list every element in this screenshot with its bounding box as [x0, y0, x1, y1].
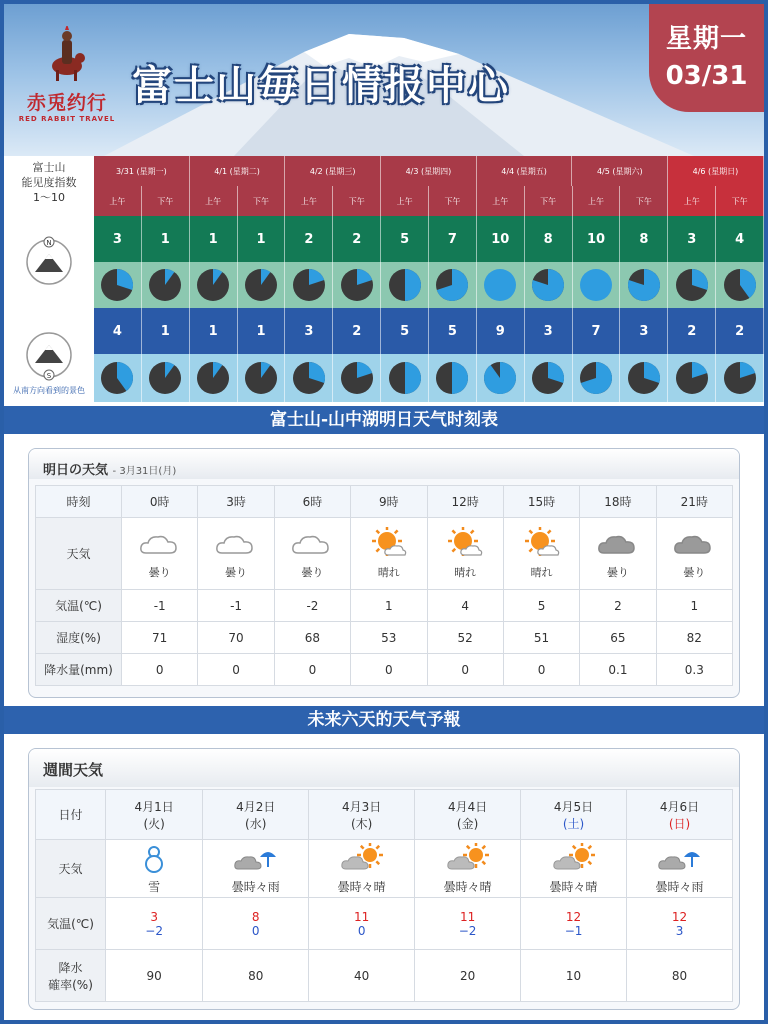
visibility-pie — [243, 267, 279, 303]
weather-label: 曇り — [148, 566, 171, 579]
weekly-high: 3 — [150, 909, 158, 924]
south-pie-cell — [620, 354, 668, 402]
hour-cell: 21時 — [656, 486, 732, 518]
precip-row — [36, 654, 733, 686]
weekly-panel — [28, 748, 740, 1010]
south-pie-cell — [477, 354, 525, 402]
north-value: 5 — [381, 216, 429, 262]
south-value: 5 — [381, 308, 429, 354]
weekly-weather-cell — [627, 840, 733, 898]
tomorrow-section-title: 富士山-山中湖明日天气时刻表 — [4, 406, 764, 434]
south-pie-cell — [429, 354, 477, 402]
weekly-weather-label: 雪 — [148, 879, 161, 894]
row-label-weekly-weather: 天気 — [36, 840, 106, 898]
weekly-dow: (木) — [350, 816, 373, 831]
precip-cell: 0 — [503, 654, 579, 686]
north-pie-cell — [573, 262, 621, 308]
rain-label-1: 降水 — [58, 960, 83, 975]
weekly-high: 11 — [459, 909, 476, 924]
south-pie-cell — [285, 354, 333, 402]
am-label: 上午 — [190, 186, 238, 216]
hour-cell: 15時 — [503, 486, 579, 518]
weekly-weather-cell — [106, 840, 203, 898]
precip-cell: 0 — [274, 654, 350, 686]
north-value: 2 — [285, 216, 333, 262]
weekly-dow: (金) — [456, 816, 479, 831]
am-label: 上午 — [477, 186, 525, 216]
weekly-weather-label: 曇時々晴 — [549, 879, 598, 894]
weekly-date: 4月4日 — [447, 799, 488, 814]
humidity-cell: 68 — [274, 622, 350, 654]
north-pie-cell — [477, 262, 525, 308]
weekly-table — [35, 789, 733, 1002]
weather-cell — [427, 518, 503, 590]
visibility-pie — [626, 267, 662, 303]
pm-label: 下午 — [142, 186, 190, 216]
weekly-high: 12 — [671, 909, 688, 924]
red-rabbit-rider-icon — [47, 26, 87, 82]
weather-label: 曇り — [683, 566, 706, 579]
am-label: 上午 — [668, 186, 716, 216]
weekly-date: 4月6日 — [659, 799, 700, 814]
weekly-weather-cell — [521, 840, 627, 898]
weekly-temp-row — [36, 898, 733, 950]
precip-cell: 0 — [427, 654, 503, 686]
precip-cell: 0 — [351, 654, 427, 686]
brand-logo — [12, 26, 122, 123]
north-value: 1 — [190, 216, 238, 262]
weekly-date-cell — [309, 790, 415, 840]
north-pie-cell — [381, 262, 429, 308]
cloud-umbrella-icon — [234, 843, 278, 875]
weather-label: 曇り — [606, 566, 629, 579]
weekly-weather-cell — [203, 840, 309, 898]
weekly-date-cell — [521, 790, 627, 840]
day-header: 4/1 (星期二) — [190, 156, 286, 186]
south-value: 5 — [429, 308, 477, 354]
south-value: 2 — [333, 308, 381, 354]
header-banner — [4, 4, 764, 156]
hour-row — [36, 486, 733, 518]
weekly-temp-cell — [106, 898, 203, 950]
north-value: 10 — [477, 216, 525, 262]
am-label: 上午 — [285, 186, 333, 216]
cloud-sun-icon — [552, 843, 596, 875]
day-header: 4/2 (星期三) — [285, 156, 381, 186]
weekly-date-row — [36, 790, 733, 840]
weekly-dow: (日) — [668, 816, 691, 831]
weekly-high: 8 — [251, 909, 260, 924]
cloud-icon — [214, 527, 258, 559]
visibility-pie — [530, 360, 566, 396]
weekly-dow: (土) — [562, 816, 585, 831]
south-pie-row — [94, 354, 764, 402]
row-label-time: 時刻 — [36, 486, 122, 518]
visibility-pie — [339, 360, 375, 396]
south-value: 9 — [477, 308, 525, 354]
day-header: 4/6 (星期日) — [668, 156, 764, 186]
temp-cell: -1 — [198, 590, 274, 622]
brand-english: RED RABBIT TRAVEL — [18, 115, 116, 123]
north-compass — [4, 216, 94, 308]
visibility-pie — [147, 267, 183, 303]
north-pie-cell — [238, 262, 286, 308]
row-label-temp: 気温(℃) — [36, 590, 122, 622]
south-pie-cell — [333, 354, 381, 402]
weekly-weather-label: 曇時々晴 — [337, 879, 386, 894]
visibility-pie — [482, 360, 518, 396]
visibility-pie — [195, 360, 231, 396]
precip-cell: 0.1 — [580, 654, 656, 686]
am-label: 上午 — [573, 186, 621, 216]
weekly-temp-cell — [309, 898, 415, 950]
snowman-icon — [132, 843, 176, 875]
row-label-precip: 降水量(mm) — [36, 654, 122, 686]
weather-cell — [580, 518, 656, 590]
weekly-low: 0 — [251, 923, 260, 938]
row-label-date: 日付 — [36, 790, 106, 840]
hour-cell: 12時 — [427, 486, 503, 518]
weather-cell — [122, 518, 198, 590]
weekly-temp-cell — [627, 898, 733, 950]
visibility-pie — [674, 267, 710, 303]
tomorrow-panel-header — [29, 449, 739, 479]
pm-label: 下午 — [716, 186, 764, 216]
weekly-date-cell — [415, 790, 521, 840]
humidity-cell: 52 — [427, 622, 503, 654]
weekly-low: 0 — [357, 923, 366, 938]
south-pie-cell — [238, 354, 286, 402]
weekly-rain-cell: 80 — [627, 950, 733, 1002]
weekly-rain-cell: 10 — [521, 950, 627, 1002]
visibility-label — [4, 156, 94, 216]
north-value: 1 — [142, 216, 190, 262]
south-value: 1 — [142, 308, 190, 354]
row-label-weekly-temp: 気温(℃) — [36, 898, 106, 950]
south-pie-cell — [525, 354, 573, 402]
weekly-dow: (火) — [143, 816, 165, 831]
visibility-pie — [626, 360, 662, 396]
row-label-weather: 天気 — [36, 518, 122, 590]
cloud-icon — [290, 527, 334, 559]
north-pie-cell — [285, 262, 333, 308]
weather-label: 晴れ — [377, 566, 400, 579]
north-value: 4 — [716, 216, 764, 262]
south-value: 7 — [573, 308, 621, 354]
day-header: 4/3 (星期四) — [381, 156, 477, 186]
weekly-panel-title: 週間天気 — [29, 749, 739, 787]
south-value: 1 — [238, 308, 286, 354]
row-label-humidity: 湿度(%) — [36, 622, 122, 654]
south-compass-icon — [23, 329, 75, 381]
south-value: 2 — [716, 308, 764, 354]
weekly-weather-label: 曇時々晴 — [443, 879, 492, 894]
visibility-pie — [195, 267, 231, 303]
south-value: 2 — [668, 308, 716, 354]
weekly-rain-cell: 80 — [203, 950, 309, 1002]
weather-label: 晴れ — [530, 566, 553, 579]
visibility-pie — [291, 267, 327, 303]
visibility-pie — [674, 360, 710, 396]
page-frame — [4, 4, 764, 1020]
pm-label: 下午 — [525, 186, 573, 216]
weekly-weather-cell — [309, 840, 415, 898]
hour-cell: 3時 — [198, 486, 274, 518]
weather-row — [36, 518, 733, 590]
visibility-pie — [578, 267, 614, 303]
south-pie-cell — [381, 354, 429, 402]
hour-cell: 9時 — [351, 486, 427, 518]
weekly-date: 4月1日 — [134, 799, 174, 814]
weekly-temp-cell — [521, 898, 627, 950]
label-line-1: 富士山 — [32, 161, 66, 174]
humidity-row — [36, 622, 733, 654]
weekly-low: −1 — [564, 923, 583, 938]
pm-label: 下午 — [333, 186, 381, 216]
humidity-cell: 70 — [198, 622, 274, 654]
south-pie-cell — [668, 354, 716, 402]
weather-label: 曇り — [225, 566, 248, 579]
weekly-rain-cell: 90 — [106, 950, 203, 1002]
hourly-table — [35, 485, 733, 686]
south-caption: 从南方向看到的景色 — [13, 386, 85, 395]
north-pie-cell — [429, 262, 477, 308]
south-pie-cell — [142, 354, 190, 402]
svg-text:N: N — [46, 239, 52, 247]
visibility-pie — [99, 267, 135, 303]
visibility-pie — [243, 360, 279, 396]
visibility-pie — [99, 360, 135, 396]
label-line-2: 能见度指数 — [21, 176, 77, 189]
weekly-date-cell — [203, 790, 309, 840]
temp-cell: -1 — [122, 590, 198, 622]
south-pie-cell — [94, 354, 142, 402]
visibility-pie — [434, 267, 470, 303]
weather-label: 曇り — [301, 566, 324, 579]
hour-cell: 0時 — [122, 486, 198, 518]
weekly-rain-row — [36, 950, 733, 1002]
sun-cloud-icon — [367, 527, 411, 559]
sun-cloud-icon — [443, 527, 487, 559]
humidity-cell: 53 — [351, 622, 427, 654]
weekly-high: 12 — [565, 909, 582, 924]
page-title: 富士山毎日情报中心 — [132, 63, 510, 109]
weekly-weather-cell — [415, 840, 521, 898]
north-value: 1 — [238, 216, 286, 262]
weekly-dow: (水) — [245, 816, 267, 831]
pm-label: 下午 — [238, 186, 286, 216]
visibility-pie — [291, 360, 327, 396]
visibility-pie — [482, 267, 518, 303]
weather-cell — [503, 518, 579, 590]
brand-name: 赤兎约行 — [26, 92, 107, 114]
south-pie-cell — [716, 354, 764, 402]
north-pie-cell — [333, 262, 381, 308]
weather-cell — [198, 518, 274, 590]
north-pie-cell — [620, 262, 668, 308]
weekly-high: 11 — [354, 909, 370, 924]
visibility-pie — [578, 360, 614, 396]
precip-cell: 0 — [122, 654, 198, 686]
visibility-pie — [147, 360, 183, 396]
weekly-low: −2 — [145, 923, 163, 938]
south-pie-cell — [190, 354, 238, 402]
temp-cell: 2 — [580, 590, 656, 622]
north-pie-cell — [94, 262, 142, 308]
visibility-pie — [530, 267, 566, 303]
weekly-date: 4月2日 — [236, 799, 276, 814]
weather-cell — [274, 518, 350, 590]
north-value: 10 — [573, 216, 621, 262]
humidity-cell: 82 — [656, 622, 732, 654]
north-values-row — [94, 216, 764, 262]
weekly-temp-cell — [415, 898, 521, 950]
north-pie-cell — [142, 262, 190, 308]
cloud-umbrella-icon — [658, 843, 702, 875]
visibility-pie — [339, 267, 375, 303]
cloud-sun-icon — [446, 843, 490, 875]
rain-label-2: 確率(%) — [48, 977, 93, 992]
north-value: 8 — [620, 216, 668, 262]
south-value: 3 — [620, 308, 668, 354]
south-value: 1 — [190, 308, 238, 354]
weekly-low: −2 — [458, 923, 477, 938]
temp-cell: 4 — [427, 590, 503, 622]
row-label-rain — [36, 950, 106, 1002]
north-pie-row — [94, 262, 764, 308]
temp-cell: -2 — [274, 590, 350, 622]
weekly-weather-label: 曇時々雨 — [231, 879, 280, 894]
south-value: 3 — [525, 308, 573, 354]
temp-cell: 1 — [656, 590, 732, 622]
pm-label: 下午 — [620, 186, 668, 216]
humidity-cell: 51 — [503, 622, 579, 654]
date-label: 03/31 — [665, 61, 748, 91]
south-pie-cell — [573, 354, 621, 402]
day-header-row — [94, 156, 764, 186]
weekly-low: 3 — [675, 923, 684, 938]
dark-cloud-icon — [596, 527, 640, 559]
temp-cell: 5 — [503, 590, 579, 622]
north-value: 2 — [333, 216, 381, 262]
day-header: 4/5 (星期六) — [572, 156, 668, 186]
humidity-cell: 71 — [122, 622, 198, 654]
weather-label: 晴れ — [454, 566, 477, 579]
tomorrow-panel — [28, 448, 740, 698]
weather-cell — [351, 518, 427, 590]
north-pie-cell — [668, 262, 716, 308]
weather-cell — [656, 518, 732, 590]
day-header: 4/4 (星期五) — [477, 156, 573, 186]
label-line-3: 1〜10 — [33, 191, 65, 204]
cloud-icon — [138, 527, 182, 559]
hour-cell: 6時 — [274, 486, 350, 518]
pm-label: 下午 — [429, 186, 477, 216]
dark-cloud-icon — [672, 527, 716, 559]
weekly-temp-cell — [203, 898, 309, 950]
north-pie-cell — [190, 262, 238, 308]
visibility-pie — [434, 360, 470, 396]
tomorrow-panel-title: 明日の天気 — [43, 463, 109, 478]
date-badge — [649, 4, 764, 112]
north-compass-icon — [23, 236, 75, 288]
humidity-cell: 65 — [580, 622, 656, 654]
hour-cell: 18時 — [580, 486, 656, 518]
weekly-weather-label: 曇時々雨 — [655, 879, 704, 894]
south-value: 3 — [285, 308, 333, 354]
precip-cell: 0 — [198, 654, 274, 686]
visibility-pie — [722, 360, 758, 396]
visibility-index-table — [4, 156, 764, 402]
weekly-date-cell — [106, 790, 203, 840]
weekly-weather-row — [36, 840, 733, 898]
weekly-section-title: 未来六天的天气予報 — [4, 706, 764, 734]
weekly-date: 4月3日 — [342, 799, 382, 814]
temp-cell: 1 — [351, 590, 427, 622]
visibility-pie — [387, 267, 423, 303]
day-header: 3/31 (星期一) — [94, 156, 190, 186]
precip-cell: 0.3 — [656, 654, 732, 686]
temp-row — [36, 590, 733, 622]
weekly-date-cell — [627, 790, 733, 840]
am-label: 上午 — [94, 186, 142, 216]
south-values-row — [94, 308, 764, 354]
sun-cloud-icon — [520, 527, 564, 559]
north-value: 3 — [668, 216, 716, 262]
weekly-rain-cell: 20 — [415, 950, 521, 1002]
north-pie-cell — [525, 262, 573, 308]
cloud-sun-icon — [340, 843, 384, 875]
south-value: 4 — [94, 308, 142, 354]
ampm-header-row — [94, 186, 764, 216]
north-value: 7 — [429, 216, 477, 262]
tomorrow-panel-date: - 3月31日(月) — [112, 466, 177, 477]
visibility-pie — [722, 267, 758, 303]
weekday-label: 星期一 — [665, 24, 747, 54]
visibility-pie — [387, 360, 423, 396]
weekly-rain-cell: 40 — [309, 950, 415, 1002]
weekly-date: 4月5日 — [553, 799, 594, 814]
svg-text:S: S — [46, 372, 52, 380]
north-pie-cell — [716, 262, 764, 308]
north-value: 3 — [94, 216, 142, 262]
am-label: 上午 — [381, 186, 429, 216]
north-value: 8 — [525, 216, 573, 262]
